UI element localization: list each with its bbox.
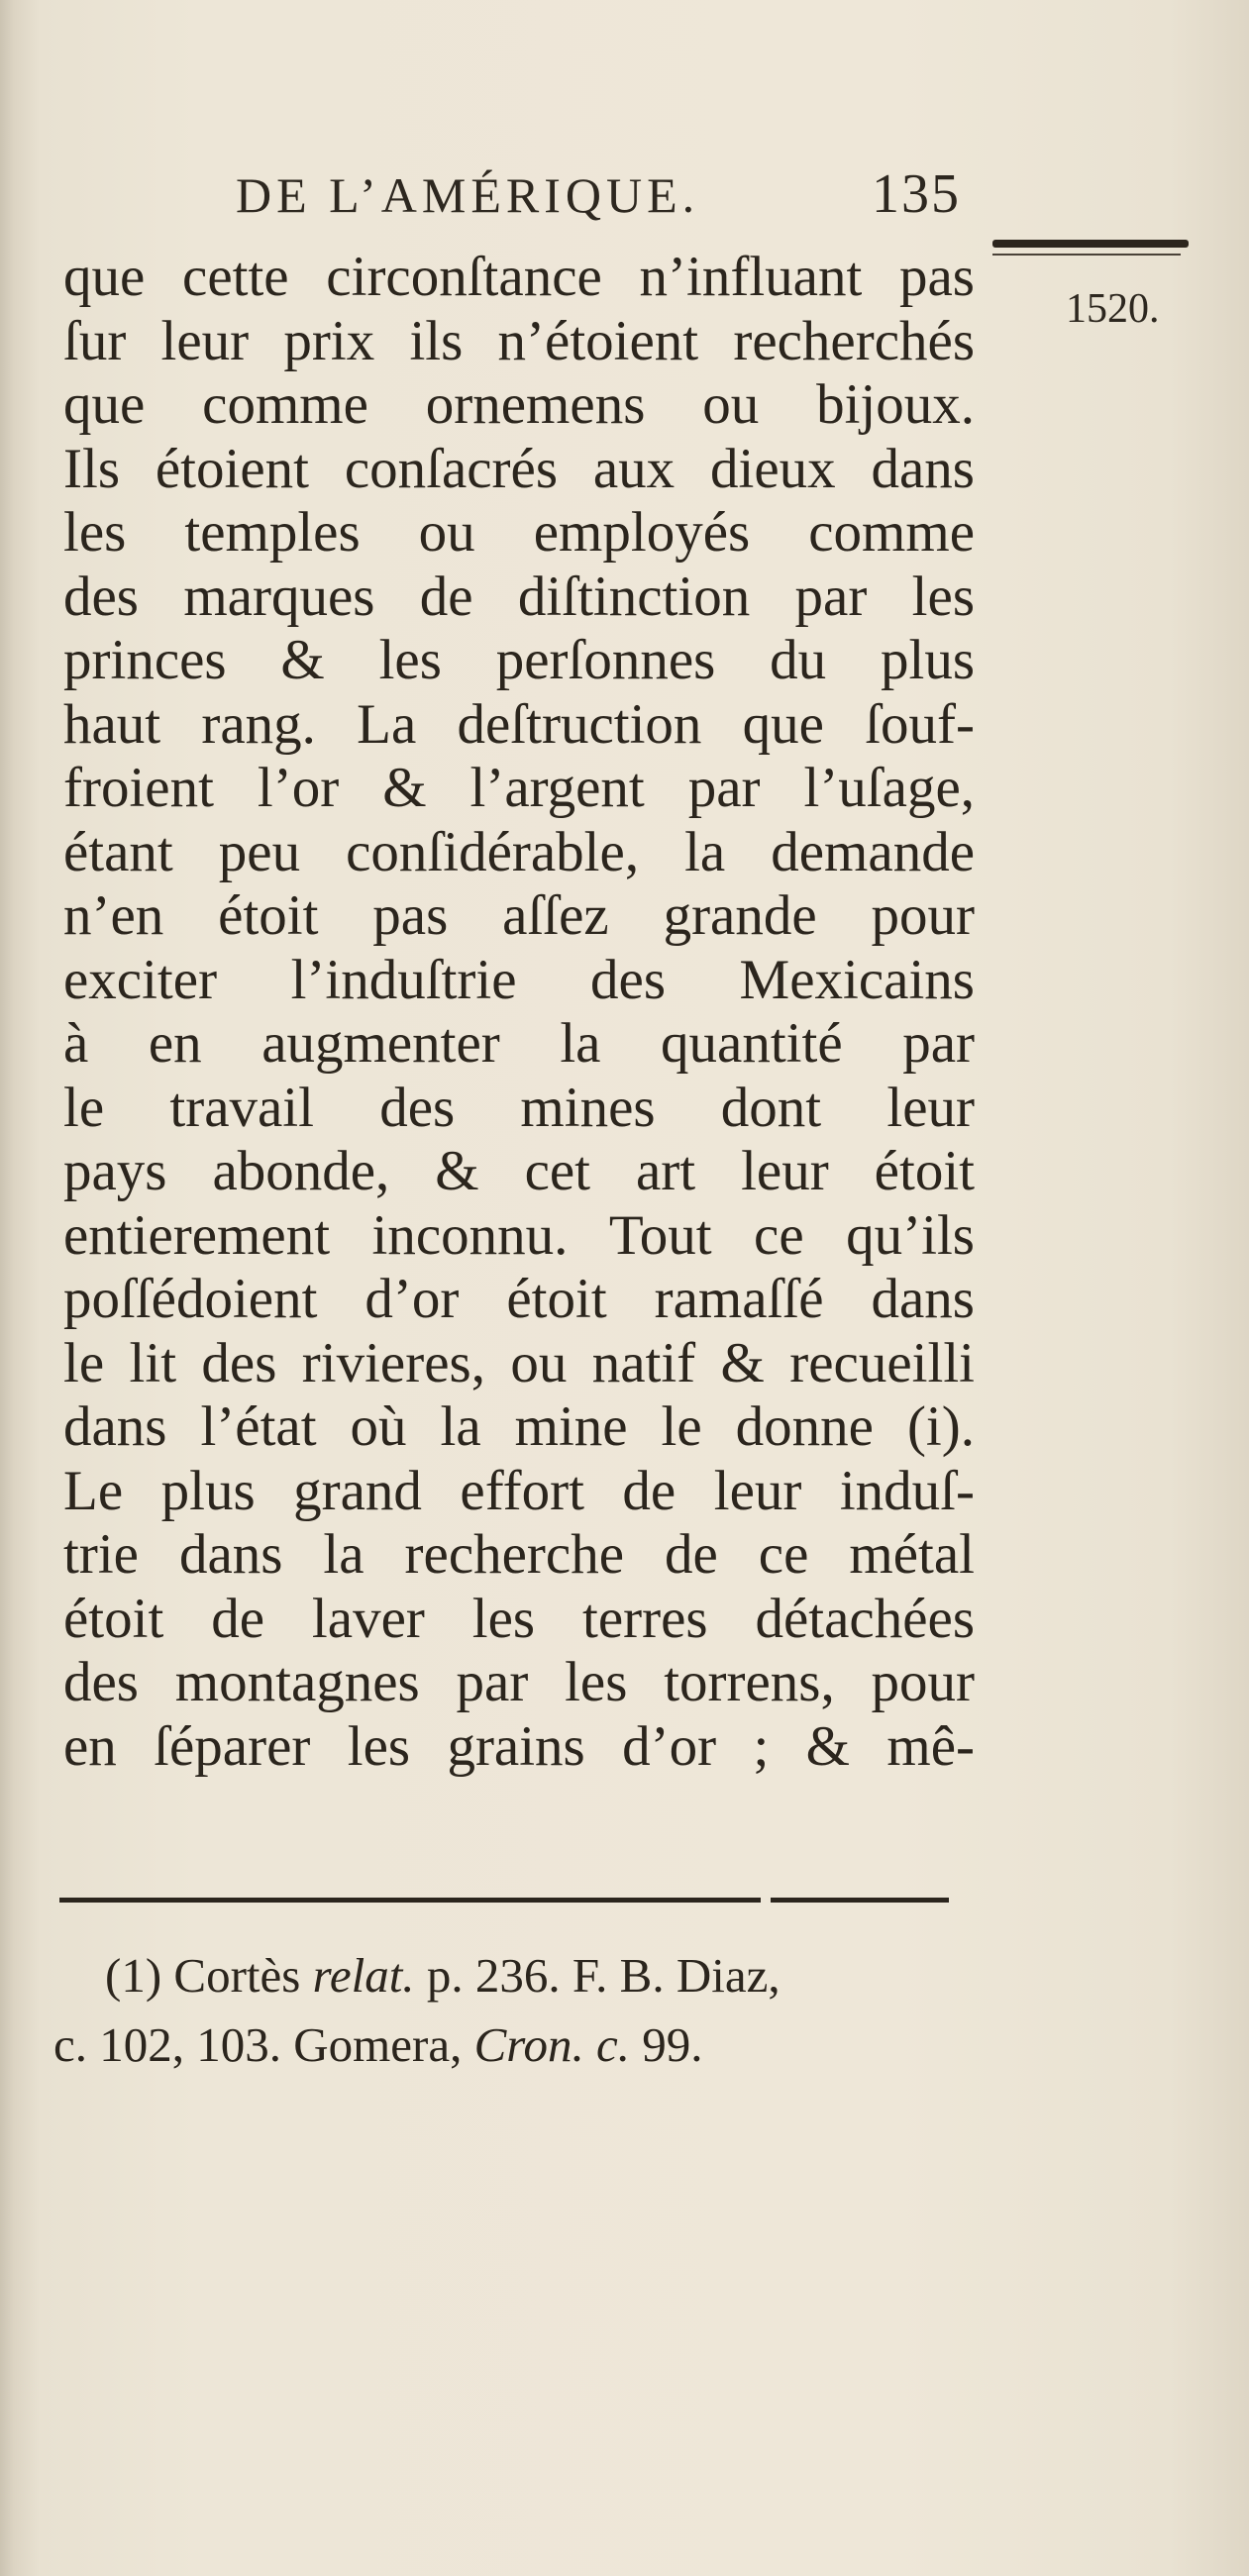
body-line: le travail des mines dont leur bbox=[63, 1076, 975, 1139]
body-line: que comme ornemens ou bijoux. bbox=[63, 373, 975, 436]
body-line: Le plus grand effort de leur induſ- bbox=[63, 1459, 975, 1522]
body-line: ſur leur prix ils n’étoient recherchés bbox=[63, 309, 975, 372]
body-text bbox=[63, 246, 975, 1779]
footnote-text: 99. bbox=[630, 2017, 703, 2072]
body-line: haut rang. La deſtruction que ſouf- bbox=[63, 692, 975, 756]
body-line: le lit des rivieres, ou natif & recueilli bbox=[63, 1331, 975, 1394]
footnote bbox=[53, 1941, 945, 2080]
body-line: trie dans la recherche de ce métal bbox=[63, 1523, 975, 1586]
body-line: que cette circonſtance n’influant pas bbox=[63, 246, 975, 308]
footnote-line bbox=[53, 1941, 945, 2010]
body-line: n’en étoit pas aſſez grande pour bbox=[63, 884, 975, 947]
body-line: étant peu conſidérable, la demande bbox=[63, 820, 975, 883]
body-line: des marques de diſtinction par les bbox=[63, 565, 975, 628]
body-line: pays abonde, & cet art leur étoit bbox=[63, 1140, 975, 1202]
footnote-rule bbox=[59, 1898, 761, 1903]
footnote-line bbox=[53, 2010, 945, 2080]
body-line: les temples ou employés comme bbox=[63, 501, 975, 564]
page-number: 135 bbox=[872, 163, 961, 225]
footnote-text: (1) Cortès bbox=[105, 1948, 313, 2003]
footnote-rule-short bbox=[771, 1898, 949, 1903]
footnote-italic: Cron. c. bbox=[473, 2017, 631, 2072]
body-line: Ils étoient conſacrés aux dieux dans bbox=[63, 437, 975, 500]
margin-year-note: 1520. bbox=[1066, 286, 1160, 332]
body-line: exciter l’induſtrie des Mexicains bbox=[63, 948, 975, 1011]
body-line: en ſéparer les grains d’or ; & mê- bbox=[63, 1714, 975, 1778]
body-line: froient l’or & l’argent par l’uſage, bbox=[63, 757, 975, 819]
body-line: poſſédoient d’or étoit ramaſſé dans bbox=[63, 1268, 975, 1330]
running-head-title: DE L’AMÉRIQUE. bbox=[236, 167, 700, 223]
footnote-text: p. 236. F. B. Diaz, bbox=[414, 1948, 781, 2003]
margin-rule bbox=[992, 240, 1189, 248]
footnote-italic: relat. bbox=[312, 1948, 415, 2003]
body-line: princes & les perſonnes du plus bbox=[63, 629, 975, 691]
body-line: dans l’état où la mine le donne (i). bbox=[63, 1395, 975, 1458]
footnote-text: c. 102, 103. Gomera, bbox=[53, 2017, 474, 2072]
body-line: à en augmenter la quantité par bbox=[63, 1012, 975, 1075]
body-line: entierement inconnu. Tout ce qu’ils bbox=[63, 1203, 975, 1267]
body-line: des montagnes par les torrens, pour bbox=[63, 1651, 975, 1713]
margin-rule-thin bbox=[992, 254, 1181, 256]
body-line: étoit de laver les terres détachées bbox=[63, 1587, 975, 1650]
